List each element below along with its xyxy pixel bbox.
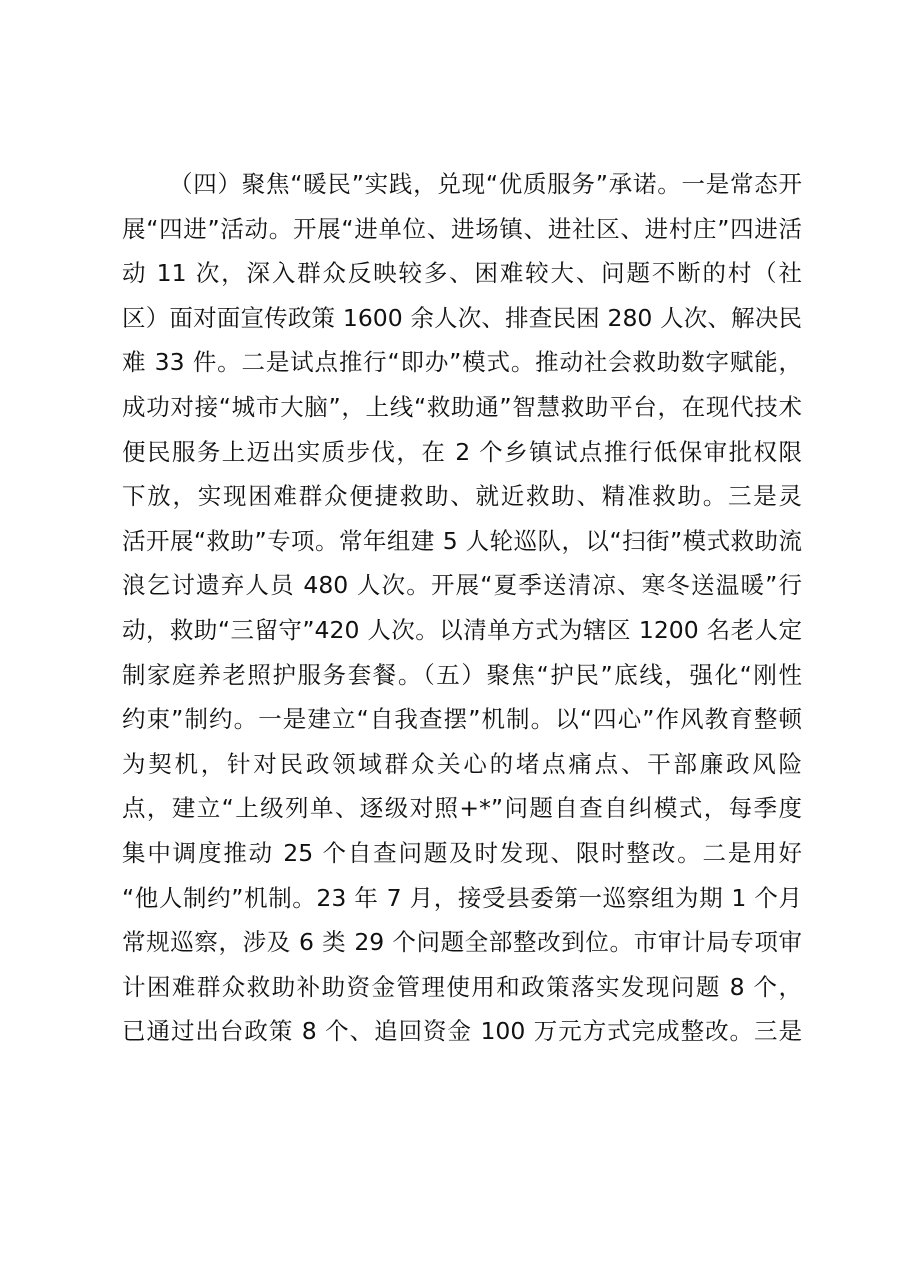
text-line: 制家庭养老照护服务套餐。（五）聚焦“护民”底线，强化“刚性	[122, 660, 802, 689]
text-line: 活开展“救助”专项。常年组建 5 人轮巡队，以“扫街”模式救助流	[122, 526, 802, 555]
text-line: 约束”制约。一是建立“自我查摆”机制。以“四心”作风教育整顿	[122, 705, 802, 734]
text-line: 区）面对面宣传政策 1600 余人次、排查民困 280 人次、解决民	[122, 303, 802, 332]
text-line: 集中调度推动 25 个自查问题及时发现、限时整改。二是用好	[122, 838, 802, 867]
text-line: 浪乞讨遗弃人员 480 人次。开展“夏季送清凉、寒冬送温暖”行	[122, 571, 802, 600]
text-line: 动 11 次，深入群众反映较多、困难较大、问题不断的村（社	[122, 259, 802, 288]
text-line: 下放，实现困难群众便捷救助、就近救助、精准救助。三是灵	[122, 482, 802, 511]
text-line: 为契机，针对民政领域群众关心的堵点痛点、干部廉政风险	[122, 749, 802, 778]
text-line: 难 33 件。二是试点推行“即办”模式。推动社会救助数字赋能，	[122, 348, 802, 377]
text-line: “他人制约”机制。23 年 7 月，接受县委第一巡察组为期 1 个月	[122, 883, 802, 912]
text-line: 已通过出台政策 8 个、追回资金 100 万元方式完成整改。三是	[122, 1017, 802, 1046]
text-line: 计困难群众救助补助资金管理使用和政策落实发现问题 8 个，	[122, 972, 802, 1001]
text-line: 便民服务上迈出实质步伐，在 2 个乡镇试点推行低保审批权限	[122, 437, 802, 466]
text-line: 展“四进”活动。开展“进单位、进场镇、进社区、进村庄”四进活	[122, 214, 802, 243]
body-text	[122, 162, 802, 1054]
text-line: 点，建立“上级列单、逐级对照+*”问题自查自纠模式，每季度	[122, 794, 802, 823]
text-line: 动，救助“三留守”420 人次。以清单方式为辖区 1200 名老人定	[122, 615, 802, 644]
text-line: （四）聚焦“暖民”实践，兑现“优质服务”承诺。一是常态开	[169, 170, 802, 198]
text-line: 成功对接“城市大脑”，上线“救助通”智慧救助平台，在现代技术	[122, 392, 802, 421]
text-line: 常规巡察，涉及 6 类 29 个问题全部整改到位。市审计局专项审	[122, 928, 802, 957]
